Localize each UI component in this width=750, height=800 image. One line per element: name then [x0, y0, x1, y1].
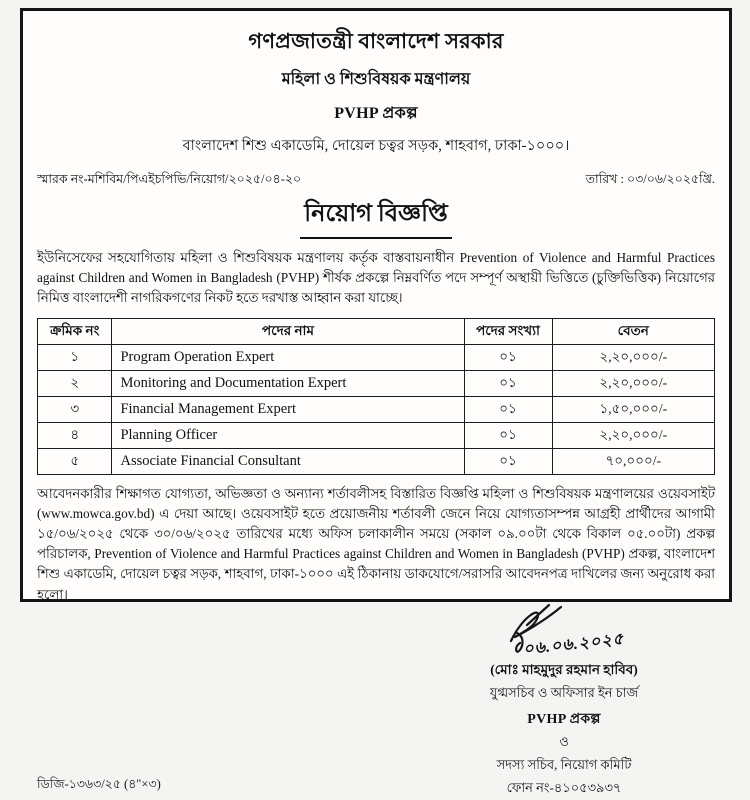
cell-count: ০১ — [464, 448, 552, 474]
intro-paragraph: ইউনিসেফের সহযোগিতায় মহিলা ও শিশুবিষয়ক মন্ত্রণালয় কর্তৃক বাস্তবায়নাধীন Prevention of Violence and Harmful Practices against Children and Women in Bangladesh (PVHP) শীর্ষক প্রকল্পে নিম্নবর্ণিত পদে সম্পূর্ণ অস্থায়ী ভিত্তিতে (চুক্তিভিত্তিক) নিয়োগের নিমিত্ত বাংলাদেশী নাগরিকগণের নিকট হতে দরখাস্ত আহ্বান করা যাচ্ছে। — [37, 250, 715, 306]
memo-row — [37, 171, 715, 191]
cell-salary: ২,২০,০০০/- — [552, 422, 714, 448]
table-row — [38, 370, 715, 396]
signatory-conjunction: ও — [559, 733, 569, 749]
cell-serial: ২ — [38, 370, 112, 396]
signatory-designation-1: যুগ্মসচিব ও অফিসার ইন চার্জ — [489, 684, 639, 700]
cell-salary: ১,৫০,০০০/- — [552, 396, 714, 422]
page-title: নিয়োগ বিজ্ঞপ্তি — [300, 195, 451, 239]
memo-date: তারিখ : ০৩/০৬/২০২৫খ্রি. — [585, 172, 715, 186]
government-name: গণপ্রজাতন্ত্রী বাংলাদেশ সরকার — [248, 29, 504, 53]
cell-count: ০১ — [464, 396, 552, 422]
cell-post: Program Operation Expert — [112, 344, 464, 370]
cell-serial: ১ — [38, 344, 112, 370]
table-row — [38, 396, 715, 422]
cell-post: Financial Management Expert — [112, 396, 464, 422]
signature-block — [439, 607, 689, 800]
cell-salary: ২,২০,০০০/- — [552, 370, 714, 396]
cell-post: Planning Officer — [112, 422, 464, 448]
cell-salary: ৭০,০০০/- — [552, 448, 714, 474]
cell-count: ০১ — [464, 422, 552, 448]
cell-serial: ৫ — [38, 448, 112, 474]
cell-serial: ৩ — [38, 396, 112, 422]
table-row — [38, 422, 715, 448]
signatory-designation-3: সদস্য সচিব, নিয়োগ কমিটি — [496, 756, 632, 772]
signatory-designation-2: PVHP প্রকল্প — [527, 711, 601, 727]
table-header-row — [38, 318, 715, 344]
cell-post: Monitoring and Documentation Expert — [112, 370, 464, 396]
table-row — [38, 344, 715, 370]
cell-count: ০১ — [464, 370, 552, 396]
cell-count: ০১ — [464, 344, 552, 370]
office-address: বাংলাদেশ শিশু একাডেমি, দোয়েল চত্বর সড়ক, শাহবাগ, ঢাকা-১০০০। — [182, 138, 570, 154]
header-count: পদের সংখ্যা — [464, 318, 552, 344]
header-serial: ক্রমিক নং — [38, 318, 112, 344]
table-row — [38, 448, 715, 474]
details-paragraph: আবেদনকারীর শিক্ষাগত যোগ্যতা, অভিজ্ঞতা ও অন্যান্য শর্তাবলীসহ বিস্তারিত বিজ্ঞপ্তি মহিলা ও শিশুবিষয়ক মন্ত্রণালয়ের ওয়েবসাইট (www.mowca.gov.bd) এ দেয়া আছে। ওয়েবসাইট হতে প্রয়োজনীয় শর্তাবলী জেনে নিয়ে যোগ্যতাসম্পন্ন আগ্রহী প্রার্থীদের আগামী ১৫/০৬/২০২৫ থেকে ৩০/০৬/২০২৫ তারিখের মধ্যে অফিস চলাকালীন সময়ে (সকাল ০৯.০০টা থেকে বিকাল ০৫.০০টা) প্রকল্প পরিচালক, Prevention of Violence and Harmful Practices against Children and Women in Bangladesh (PVHP) প্রকল্প, বাংলাদেশ শিশু একাডেমি, দোয়েল চত্বর সড়ক, শাহবাগ, ঢাকা-১০০০ এই ঠিকানায় ডাকযোগে/সরাসরি আবেদনপত্র দাখিলের জন্য অনুরোধ করা হলো। — [37, 485, 715, 602]
notice-document — [20, 8, 732, 795]
positions-table — [37, 318, 715, 475]
memo-number: স্মারক নং-মশিবিম/পিএইচপিভি/নিয়োগ/২০২৫/০৪-২০ — [37, 172, 302, 186]
signatory-name: (মোঃ মাহমুদুর রহমান হাবিব) — [490, 661, 638, 677]
signature-area — [439, 607, 689, 659]
project-name: PVHP প্রকল্প — [334, 105, 418, 122]
signature-date: ০৬.০৬.২০২৫ — [522, 630, 625, 659]
header-post: পদের নাম — [112, 318, 464, 344]
ministry-name: মহিলা ও শিশুবিষয়ক মন্ত্রণালয় — [281, 71, 471, 88]
cell-post: Associate Financial Consultant — [112, 448, 464, 474]
cell-serial: ৪ — [38, 422, 112, 448]
print-reference: ডিজি-১৩৬৩/২৫ (৪"×৩) — [37, 776, 161, 791]
signatory-phone: ফোন নং-৪১০৫৩৯৩৭ — [506, 779, 622, 795]
cell-salary: ২,২০,০০০/- — [552, 344, 714, 370]
header-salary: বেতন — [552, 318, 714, 344]
